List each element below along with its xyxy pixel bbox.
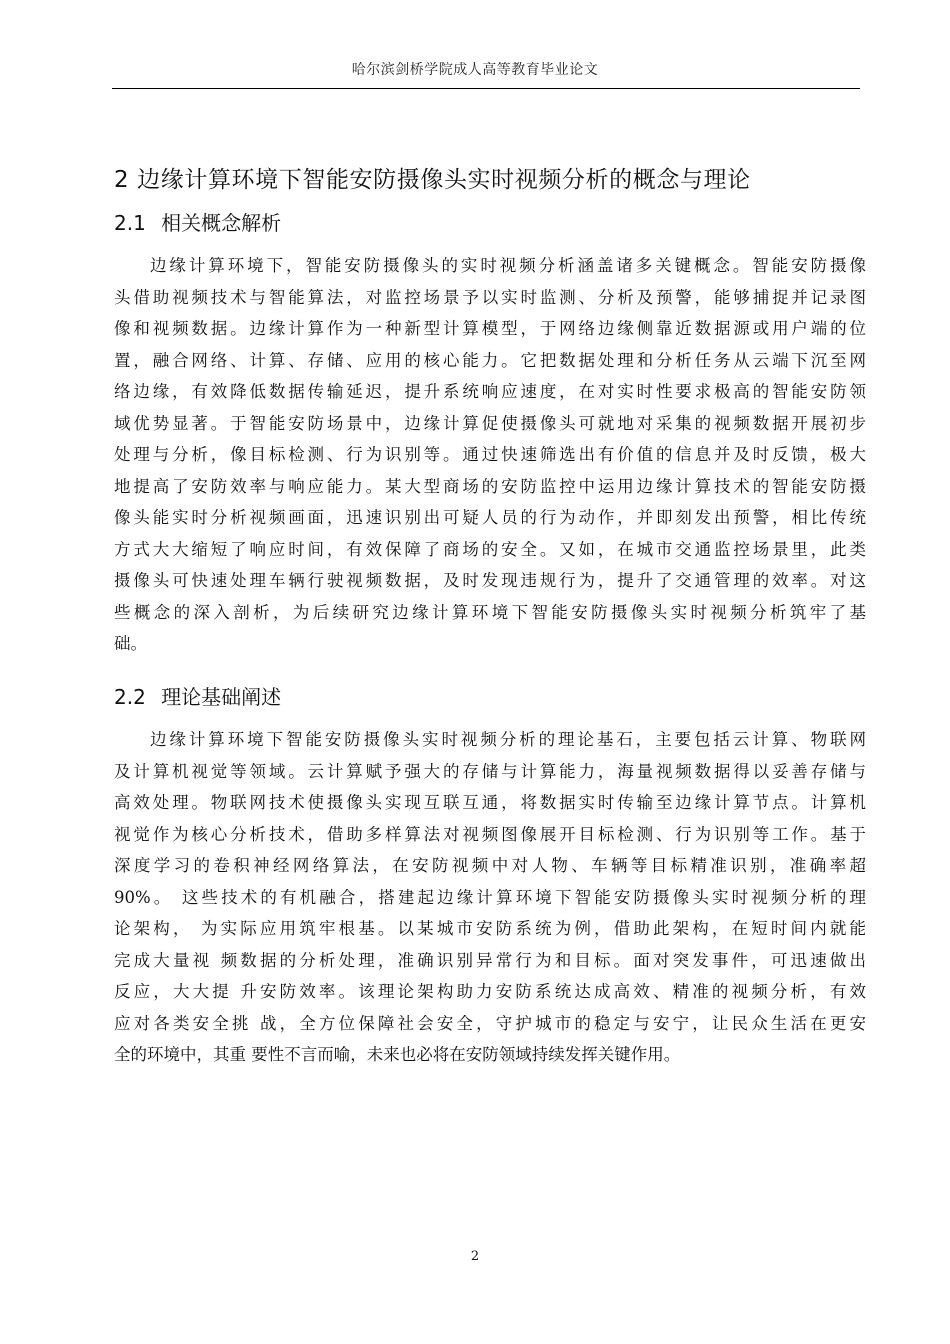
paragraph-line: 置，融合网络、计算、存储、应用的核心能力。它把数据处理和分析任务从云端下沉至网: [114, 350, 866, 370]
paragraph-line: 全的环境中，其重 要性不言而喻，未来也必将在安防领域持续发挥关键作用。: [114, 1045, 681, 1064]
section-number: 2.1: [114, 211, 146, 235]
paragraph-line: 90%。 这些技术的有机融合，搭建起边缘计算环境下智能安防摄像头实时视频分析的理: [114, 887, 866, 907]
paragraph-line: 地提高了安防效率与响应能力。某大型商场的安防监控中运用边缘计算技术的智能安防摄: [114, 476, 866, 496]
paragraph-line: 高效处理。物联网技术使摄像头实现互联互通，将数据实时传输至边缘计算节点。计算机: [114, 793, 866, 812]
section-title-text: 相关概念解析: [161, 211, 282, 235]
paragraph-line: 域优势显著。于智能安防场景中，边缘计算促使摄像头可就地对采集的视频数据开展初步: [114, 413, 866, 433]
section-title-2-2: [114, 682, 281, 712]
section-number: 2.2: [114, 685, 146, 709]
paragraph-line: 边缘计算环境下智能安防摄像头实时视频分析的理论基石，主要包括云计算、物联网: [150, 730, 866, 749]
paragraph-line: 头借助视频技术与智能算法，对监控场景予以实时监测、分析及预警，能够捕捉并记录图: [114, 287, 866, 307]
running-header: 哈尔滨剑桥学院成人高等教育毕业论文: [351, 62, 599, 78]
paragraph-line: 完成大量视 频数据的分析处理，准确识别异常行为和目标。面对突发事件，可迅速做出: [114, 950, 866, 970]
paragraph-line: 像和视频数据。边缘计算作为一种新型计算模型，于网络边缘侧靠近数据源或用户端的位: [114, 319, 866, 338]
paragraph-line: 方式大大缩短了响应时间，有效保障了商场的安全。又如，在城市交通监控场景里，此类: [114, 539, 866, 559]
paragraph-line: 础。: [114, 634, 147, 653]
paragraph-line: 些概念的深入剖析，为后续研究边缘计算环境下智能安防摄像头实时视频分析筑牢了基: [114, 602, 866, 622]
chapter-title: [114, 163, 874, 197]
paragraph-line: 论架构， 为实际应用筑牢根基。以某城市安防系统为例，借助此架构，在短时间内就能: [114, 919, 866, 938]
paragraph-line: 边缘计算环境下，智能安防摄像头的实时视频分析涵盖诸多关键概念。智能安防摄像: [150, 256, 866, 275]
paragraph-line: 反应，大大提 升安防效率。该理论架构助力安防系统达成高效、精准的视频分析，有效: [114, 982, 866, 1001]
chapter-number: 2: [114, 167, 130, 193]
paragraph-line: 视觉作为核心分析技术，借助多样算法对视频图像展开目标检测、行为识别等工作。基于: [114, 824, 866, 844]
paragraph-line: 络边缘，有效降低数据传输延迟，提升系统响应速度，在对实时性要求极高的智能安防领: [114, 382, 866, 401]
section-title-2-1: [114, 208, 281, 238]
paragraph-line: 摄像头可快速处理车辆行驶视频数据，及时发现违规行为，提升了交通管理的效率。对这: [114, 571, 866, 590]
paragraph-line: 应对各类安全挑 战，全方位保障社会安全，守护城市的稳定与安宁，让民众生活在更安: [114, 1013, 866, 1033]
paragraph-line: 处理与分析，像目标检测、行为识别等。通过快速筛选出有价值的信息并及时反馈，极大: [114, 445, 866, 464]
section-title-text: 理论基础阐述: [161, 685, 282, 709]
chapter-title-text: 边缘计算环境下智能安防摄像头实时视频分析的概念与理论: [137, 167, 751, 193]
page-number: 2: [470, 1249, 480, 1264]
section-2-2-body: [114, 724, 866, 1071]
paragraph-line: 深度学习的卷积神经网络算法，在安防视频中对人物、车辆等目标精准识别，准确率超: [114, 856, 866, 875]
paragraph-line: 及计算机视觉等领域。云计算赋予强大的存储与计算能力，海量视频数据得以妥善存储与: [114, 761, 866, 781]
header-rule: [112, 88, 860, 89]
paragraph-line: 像头能实时分析视频画面，迅速识别出可疑人员的行为动作，并即刻发出预警，相比传统: [114, 508, 866, 527]
section-2-1-body: [114, 250, 866, 660]
